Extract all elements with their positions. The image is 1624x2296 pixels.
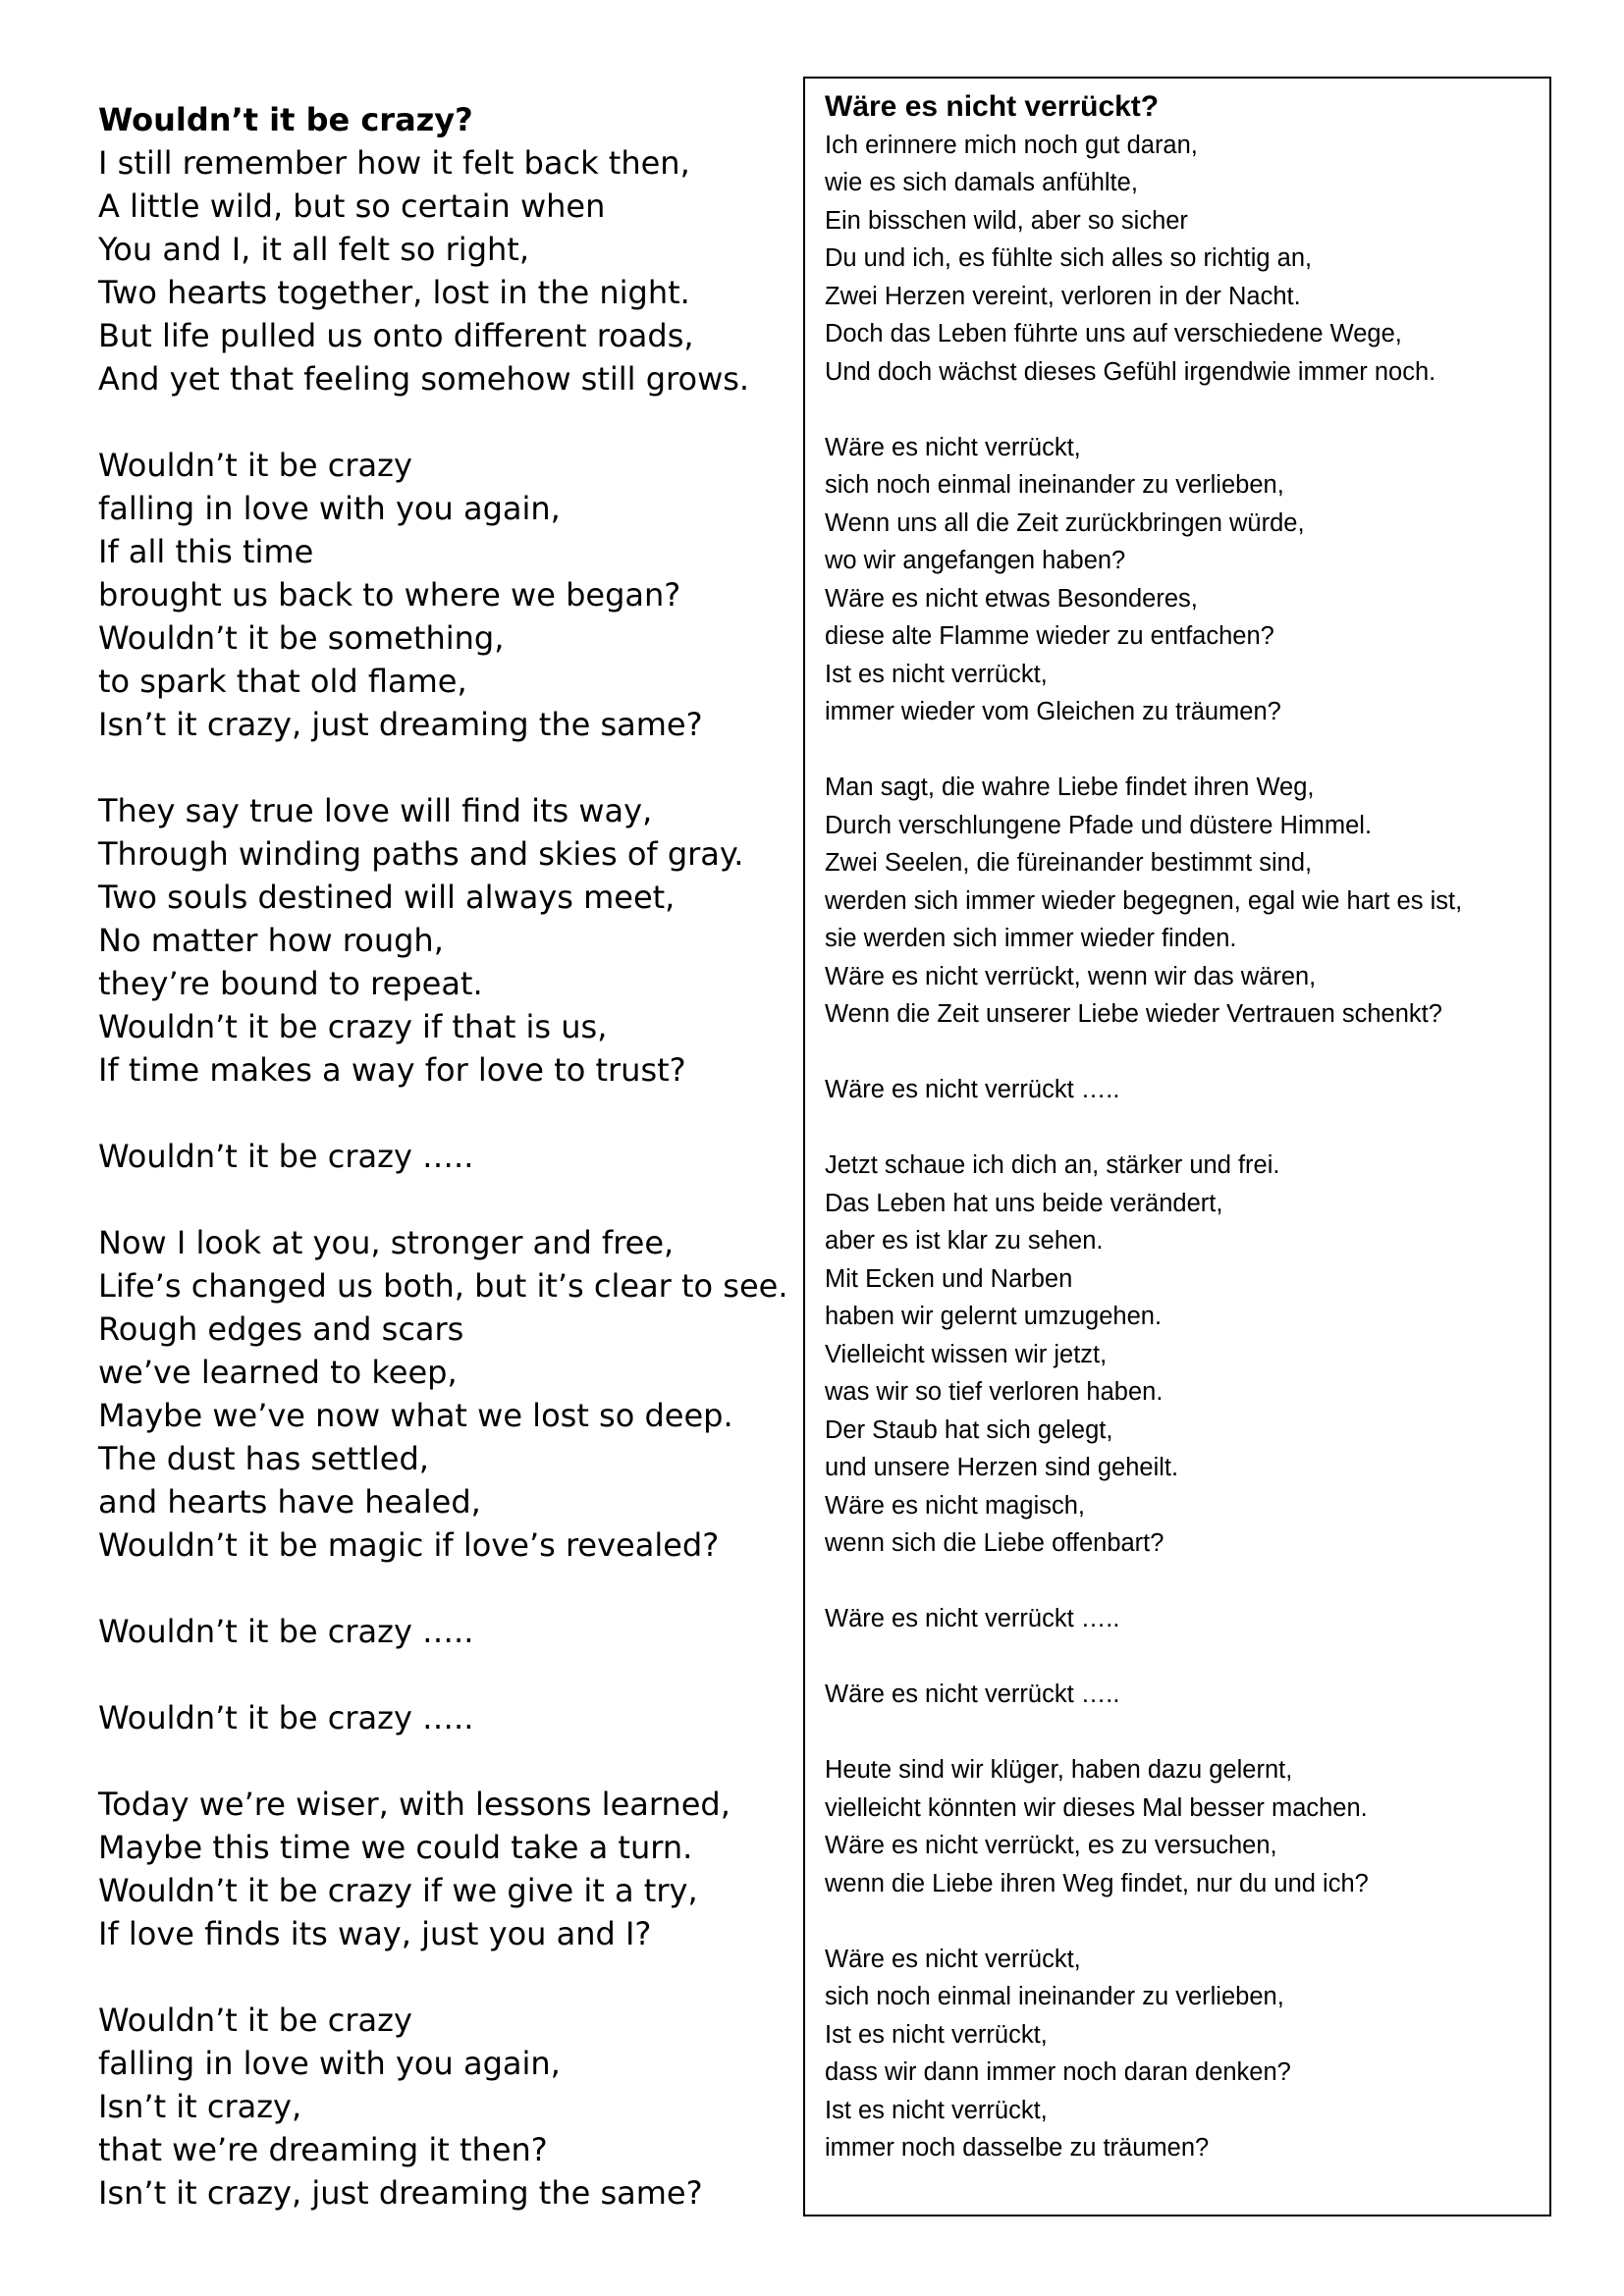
stanza-gap <box>98 1092 785 1135</box>
english-title: Wouldn’t it be crazy? <box>98 101 473 138</box>
english-stanza <box>98 1783 785 1955</box>
german-lyric-line: Wenn die Zeit unserer Liebe wieder Vertrauen schenkt? <box>825 1000 1442 1028</box>
german-stanza <box>825 1941 1542 2167</box>
german-lyric-line: Ist es nicht verrückt, <box>825 2020 1048 2049</box>
english-lyric-line: Wouldn’t it be crazy ….. <box>98 1699 474 1736</box>
german-lyric-line: diese alte Flamme wieder zu entfachen? <box>825 622 1274 650</box>
german-lyric-line: werden sich immer wieder begegnen, egal wie hart es ist, <box>825 886 1463 915</box>
english-lyric-line: Now I look at you, stronger and free, <box>98 1224 675 1261</box>
german-lyric-line: Ist es nicht verrückt, <box>825 660 1048 688</box>
german-lyric-line: dass wir dann immer noch daran denken? <box>825 2058 1291 2086</box>
english-lyric-line: They say true love will find its way, <box>98 792 653 829</box>
german-lyric-line: Ich erinnere mich noch gut daran, <box>825 131 1198 159</box>
german-lyric-line: Wäre es nicht verrückt ….. <box>825 1076 1120 1103</box>
german-stanza <box>825 1751 1542 1902</box>
english-lyric-line: And yet that feeling somehow still grows. <box>98 360 750 398</box>
stanza-gap <box>98 1567 785 1610</box>
english-lyric-line: we’ve learned to keep, <box>98 1354 458 1391</box>
german-lyric-line: Man sagt, die wahre Liebe findet ihren Weg, <box>825 774 1315 801</box>
english-stanza <box>98 444 785 746</box>
english-lyric-line: The dust has settled, <box>98 1440 429 1477</box>
german-lyric-line: wo wir angefangen haben? <box>825 547 1126 574</box>
english-lyric-line: Wouldn’t it be crazy ….. <box>98 1138 474 1175</box>
english-lyric-line: If all this time <box>98 533 314 570</box>
german-lyric-line: was wir so tief verloren haben. <box>825 1378 1164 1406</box>
stanza-gap <box>98 746 785 789</box>
english-lyric-line: they’re bound to repeat. <box>98 965 483 1002</box>
german-lyric-line: Und doch wächst dieses Gefühl irgendwie immer noch. <box>825 357 1436 386</box>
english-lyric-line: and hearts have healed, <box>98 1483 481 1521</box>
german-lyric-line: Durch verschlungene Pfade und düstere Himmel. <box>825 811 1373 839</box>
german-lyric-line: Du und ich, es fühlte sich alles so richtig an, <box>825 244 1313 272</box>
german-lyric-line: Das Leben hat uns beide verändert, <box>825 1189 1223 1217</box>
german-lyric-line: Zwei Seelen, die füreinander bestimmt sind, <box>825 849 1313 877</box>
german-lyric-line: aber es ist klar zu sehen. <box>825 1227 1104 1255</box>
german-lyric-line: sie werden sich immer wieder finden. <box>825 925 1237 952</box>
stanza-gap <box>98 1653 785 1696</box>
german-stanza <box>825 1071 1542 1109</box>
english-lyric-line: I still remember how it felt back then, <box>98 144 690 182</box>
german-lyric-line: sich noch einmal ineinander zu verlieben, <box>825 1983 1284 2010</box>
stanza-gap <box>825 1563 1542 1601</box>
stanza-gap <box>825 391 1542 429</box>
german-lyric-line: immer wieder vom Gleichen zu träumen? <box>825 698 1281 725</box>
german-lyric-line: haben wir gelernt umzugehen. <box>825 1303 1163 1330</box>
english-lyric-line: Isn’t it crazy, just dreaming the same? <box>98 2174 703 2212</box>
english-lyric-line: Wouldn’t it be crazy if we give it a try, <box>98 1872 698 1909</box>
stanza-gap <box>98 1739 785 1783</box>
german-lyric-line: Ein bisschen wild, aber so sicher <box>825 206 1188 235</box>
english-lyric-line: A little wild, but so certain when <box>98 187 606 225</box>
german-lyric-line: sich noch einmal ineinander zu verlieben, <box>825 471 1284 499</box>
german-stanza <box>825 1600 1542 1638</box>
english-lyric-line: Maybe we’ve now what we lost so deep. <box>98 1397 733 1434</box>
german-lyric-line: Heute sind wir klüger, haben dazu gelernt, <box>825 1756 1293 1784</box>
english-lyric-line: Wouldn’t it be crazy if that is us, <box>98 1008 608 1045</box>
english-stanza <box>98 141 785 400</box>
english-lyric-line: to spark that old flame, <box>98 663 467 700</box>
german-lyric-line: Wäre es nicht etwas Besonderes, <box>825 584 1198 613</box>
stanza-gap <box>825 1034 1542 1072</box>
english-lyric-line: falling in love with you again, <box>98 2045 561 2082</box>
english-lyric-line: No matter how rough, <box>98 922 444 959</box>
german-lyric-line: vielleicht könnten wir dieses Mal besser machen. <box>825 1793 1368 1822</box>
english-lyric-line: Rough edges and scars <box>98 1310 464 1348</box>
english-lyric-line: Maybe this time we could take a turn. <box>98 1829 693 1866</box>
german-lyric-line: Zwei Herzen vereint, verloren in der Nacht. <box>825 282 1301 310</box>
german-lyric-line: und unsere Herzen sind geheilt. <box>825 1454 1179 1481</box>
english-lyric-line: You and I, it all felt so right, <box>98 231 529 268</box>
german-lyric-line: Der Staub hat sich gelegt, <box>825 1415 1113 1444</box>
english-lyric-line: Wouldn’t it be crazy <box>98 2002 412 2039</box>
german-lyric-line: wenn die Liebe ihren Weg findet, nur du und ich? <box>825 1869 1369 1897</box>
english-lyric-line: Wouldn’t it be crazy ….. <box>98 1613 474 1650</box>
english-lyric-line: Two hearts together, lost in the night. <box>98 274 690 311</box>
german-lyric-line: Wenn uns all die Zeit zurückbringen würde, <box>825 508 1305 537</box>
stanza-gap <box>98 1178 785 1221</box>
english-lyric-line: Two souls destined will always meet, <box>98 879 676 916</box>
english-lyric-line: Today we’re wiser, with lessons learned, <box>98 1786 731 1823</box>
german-lyric-line: Wäre es nicht verrückt, wenn wir das wären, <box>825 962 1317 990</box>
german-stanza <box>825 127 1542 392</box>
english-lyric-line: If time makes a way for love to trust? <box>98 1051 686 1089</box>
english-stanza <box>98 1135 785 1178</box>
german-lyric-line: Wäre es nicht verrückt, <box>825 1945 1081 1973</box>
german-stanza <box>825 429 1542 731</box>
german-lyric-line: wie es sich damals anfühlte, <box>825 169 1138 196</box>
english-lyric-line: But life pulled us onto different roads, <box>98 317 694 354</box>
english-lyric-line: that we’re dreaming it then? <box>98 2131 548 2168</box>
stanza-gap <box>825 1902 1542 1941</box>
english-lyric-line: Isn’t it crazy, <box>98 2088 302 2125</box>
english-lyric-line: Isn’t it crazy, just dreaming the same? <box>98 706 703 743</box>
german-lyrics <box>825 88 1542 2167</box>
english-lyric-line: Through winding paths and skies of gray. <box>98 835 744 873</box>
german-lyric-line: Wäre es nicht verrückt, es zu versuchen, <box>825 1832 1277 1859</box>
german-lyric-line: Vielleicht wissen wir jetzt, <box>825 1340 1108 1368</box>
german-lyric-line: immer noch dasselbe zu träumen? <box>825 2134 1210 2162</box>
german-title: Wäre es nicht verrückt? <box>825 90 1160 123</box>
stanza-gap <box>825 1109 1542 1148</box>
english-lyric-line: Wouldn’t it be crazy <box>98 447 412 484</box>
german-lyric-line: Ist es nicht verrückt, <box>825 2096 1048 2124</box>
stanza-gap <box>98 400 785 444</box>
english-lyric-line: If love finds its way, just you and I? <box>98 1915 652 1952</box>
english-lyric-line: Wouldn’t it be something, <box>98 619 505 657</box>
german-stanza <box>825 1147 1542 1563</box>
english-stanza <box>98 1696 785 1739</box>
english-lyric-line: brought us back to where we began? <box>98 576 681 614</box>
german-lyric-line: Mit Ecken und Narben <box>825 1264 1073 1293</box>
english-stanza <box>98 1221 788 1567</box>
german-lyric-line: wenn sich die Liebe offenbart? <box>825 1529 1164 1557</box>
german-lyric-line: Jetzt schaue ich dich an, stärker und frei. <box>825 1151 1280 1179</box>
english-lyrics <box>98 98 788 2215</box>
english-stanza <box>98 789 785 1092</box>
german-lyric-line: Wäre es nicht verrückt, <box>825 433 1081 461</box>
german-stanza <box>825 769 1542 1034</box>
english-stanza <box>98 1610 785 1653</box>
english-lyric-line: falling in love with you again, <box>98 490 561 527</box>
stanza-gap <box>825 1638 1542 1677</box>
english-lyric-line: Wouldn’t it be magic if love’s revealed? <box>98 1526 720 1564</box>
german-stanza <box>825 1676 1542 1714</box>
english-stanza <box>98 1999 785 2215</box>
german-lyric-line: Wäre es nicht magisch, <box>825 1491 1086 1520</box>
stanza-gap <box>825 1714 1542 1752</box>
german-lyric-line: Wäre es nicht verrückt ….. <box>825 1681 1120 1708</box>
english-lyric-line: Life’s changed us both, but it’s clear to see. <box>98 1267 788 1305</box>
german-lyric-line: Wäre es nicht verrückt ….. <box>825 1605 1120 1632</box>
stanza-gap <box>825 731 1542 770</box>
german-lyric-line: Doch das Leben führte uns auf verschiedene Wege, <box>825 320 1402 347</box>
stanza-gap <box>98 1955 785 1999</box>
